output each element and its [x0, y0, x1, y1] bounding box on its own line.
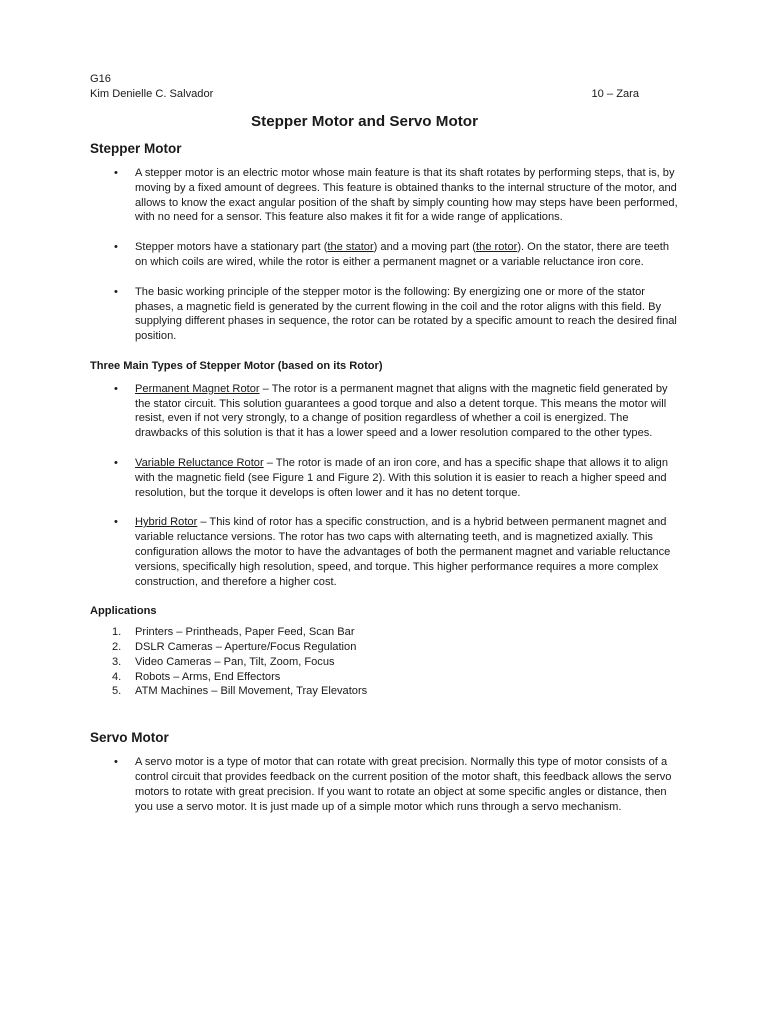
rotor-type-name: Variable Reluctance Rotor	[135, 456, 264, 469]
list-item	[90, 382, 678, 441]
page-title: Stepper Motor and Servo Motor	[251, 113, 478, 130]
servo-heading: Servo Motor	[90, 730, 169, 746]
bullet-icon: •	[114, 516, 118, 529]
applications-list	[90, 625, 678, 699]
bullet-icon: •	[114, 241, 118, 254]
rotor-type-name: Permanent Magnet Rotor	[135, 382, 260, 395]
types-heading: Three Main Types of Stepper Motor (based on its Rotor)	[90, 359, 383, 372]
bullet-icon: •	[114, 167, 118, 179]
list-item	[90, 755, 678, 814]
bullet-icon: •	[114, 285, 118, 298]
bullet-icon: •	[114, 756, 118, 769]
bullet-icon: •	[114, 382, 118, 395]
document-page	[90, 72, 678, 829]
bullet-icon: •	[114, 456, 118, 469]
stepper-bullets	[90, 166, 678, 344]
list-item	[90, 240, 678, 270]
rotor-types-list	[90, 382, 678, 590]
bullet-text: A servo motor is a type of motor that can rotate with great precision. Normally this type of motor consists of a control circuit that provides feedback on the current position of the motor shaft, this feedback allows the servo motors to rotate with great precision. If you want to rotate an object at some specific angles or distance, then you use a servo motor. It is just made up of a simple motor which runs through a servo mechanism.	[135, 756, 672, 813]
rotor-type-text: Variable Reluctance Rotor – The rotor is made of an iron core, and has a specific shape that allows it to align with the magnetic field (see Figure 1 and Figure 2). With this solution it is easier to reach a higher speed and resolution, but the torque it develops is often lower and it has no detent torque.	[135, 456, 668, 499]
stator-term: the stator	[327, 241, 374, 254]
list-item: 1. Printers – Printheads, Paper Feed, Scan Bar	[112, 626, 355, 639]
list-item	[90, 285, 678, 344]
rotor-term: the rotor	[476, 241, 518, 254]
rotor-type-text: Permanent Magnet Rotor – The rotor is a permanent magnet that aligns with the magnetic field generated by the stator circuit. This solution guarantees a good torque and also a detent torque. This means the motor will resist, even if not very strongly, to a change of position regardless of whether a coil is energized. The drawbacks of this solution is that it has a lower speed and a lower resolution compared to the other types.	[135, 382, 668, 440]
list-item: 2. DSLR Cameras – Aperture/Focus Regulation	[112, 640, 357, 653]
stepper-heading: Stepper Motor	[90, 141, 182, 156]
list-item: 5. ATM Machines – Bill Movement, Tray Elevators	[112, 685, 368, 698]
list-item	[90, 166, 678, 225]
list-item: 4. Robots – Arms, End Effectors	[112, 670, 281, 683]
group-label: G16	[90, 73, 111, 85]
author-name: Kim Denielle C. Salvador	[90, 88, 214, 100]
servo-bullets	[90, 755, 678, 814]
list-item: 3. Video Cameras – Pan, Tilt, Zoom, Focus	[112, 655, 335, 668]
rotor-type-text: Hybrid Rotor – This kind of rotor has a specific construction, and is a hybrid between permanent magnet and variable reluctance versions. The rotor has two caps with alternating teeth, and is magnetized axially. This configuration allows the motor to have the advantages of both the permanent magnet and variable reluctance versions, specifically high resolution, speed, and torque. This higher performance requires a more complex construction, and therefore a higher cost.	[135, 516, 671, 588]
list-item	[90, 456, 678, 500]
bullet-text: A stepper motor is an electric motor whose main feature is that its shaft rotates by performing steps, that is, by moving by a fixed amount of degrees. This feature is obtained thanks to the internal structure of the motor, and allows to know the exact angular position of the shaft by simply counting how may steps have been performed, with no need for a sensor. This feature also makes it fit for a wide range of applications.	[135, 167, 678, 224]
rotor-type-name: Hybrid Rotor	[135, 516, 198, 529]
bullet-text: The basic working principle of the stepper motor is the following: By energizing one or more of the stator phases, a magnetic field is generated by the current flowing in the coil and the rotor aligns with this field. By supplying different phases in sequence, the rotor can be rotated by a specific amount to reach the desired final position.	[135, 285, 677, 343]
bullet-text: Stepper motors have a stationary part (the stator) and a moving part (the rotor). On the stator, there are teeth on which coils are wired, while the rotor is either a permanent magnet or a variable reluctance iron core.	[135, 241, 670, 268]
section-label: 10 – Zara	[591, 88, 639, 100]
applications-heading: Applications	[90, 605, 157, 618]
list-item	[90, 515, 678, 589]
header-row	[90, 87, 639, 102]
